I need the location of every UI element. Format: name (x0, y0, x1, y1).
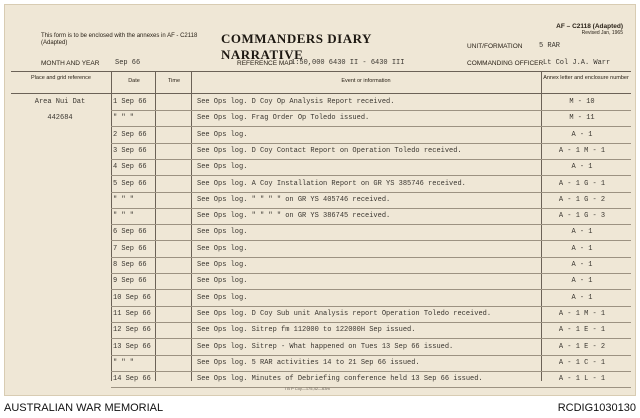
date-cell: 4 Sep 66 (113, 163, 147, 172)
archive-reference: RCDIG1030130 (557, 402, 636, 414)
date-cell: 8 Sep 66 (113, 261, 147, 269)
column-header-time: Time (167, 78, 181, 84)
diary-row (11, 274, 631, 290)
event-cell: See Ops log. (197, 293, 248, 302)
event-cell: See Ops log. D Coy Contact Report on Operation Toledo received. (197, 146, 462, 155)
event-cell: See Ops log. A Coy Installation Report on GR YS 385746 received. (197, 179, 466, 188)
event-cell: See Ops log. " " " " on GR YS 386745 received. (197, 212, 391, 221)
unit-value: 5 RAR (539, 42, 561, 50)
event-cell: See Ops log. " " " " on GR YS 405746 received. (197, 195, 391, 204)
month-year-value: Sep 66 (115, 59, 141, 67)
annex-cell: A - 1 G - 2 (558, 195, 606, 204)
diary-row (11, 160, 631, 176)
diary-row (11, 307, 631, 323)
date-cell: 11 Sep 66 (113, 309, 151, 318)
date-cell: " " " (113, 195, 135, 204)
event-cell: See Ops log. (197, 277, 248, 286)
annex-cell: M - 11 (569, 114, 595, 123)
annex-cell: A - 1 (571, 293, 593, 302)
diary-row (11, 177, 631, 193)
annex-cell: A - 1 M - 1 (558, 146, 606, 155)
date-cell: 14 Sep 66 (113, 375, 151, 384)
diary-row (11, 128, 631, 144)
date-cell: 6 Sep 66 (113, 228, 147, 237)
printer-line: I B P Coy—175,42—63m (285, 386, 330, 391)
diary-sheet (4, 4, 636, 396)
place-cell: 442684 (47, 114, 73, 123)
date-cell: " " " (113, 358, 135, 367)
column-header-place: Place and grid reference (31, 75, 91, 81)
event-cell: See Ops log. Minutes of Debriefing conference held 13 Sep 66 issued. (197, 375, 483, 384)
date-cell: " " " (113, 114, 135, 123)
event-cell: See Ops log. (197, 244, 248, 253)
date-cell: 3 Sep 66 (113, 146, 147, 155)
annex-cell: A - 1 (571, 244, 593, 253)
diary-row (11, 95, 631, 111)
form-title: COMMANDERS DIARY NARRATIVE (221, 31, 372, 62)
column-header-date: Date (128, 78, 140, 84)
event-cell: See Ops log. Sitrep fm 112000 to 122000H Sep issued. (197, 326, 416, 335)
column-header-annex: Annex letter and enclosure number (543, 75, 629, 81)
annex-cell: A - 1 C - 1 (558, 358, 606, 367)
diary-row (11, 340, 631, 356)
annex-cell: A - 1 (571, 277, 593, 286)
date-cell: 12 Sep 66 (113, 326, 151, 335)
diary-row (11, 242, 631, 258)
date-cell: 1 Sep 66 (113, 98, 147, 106)
form-code-block (533, 23, 623, 36)
diary-row (11, 209, 631, 225)
month-year-label: MONTH AND YEAR (41, 60, 100, 67)
header-bottom-rule (11, 93, 631, 94)
commanding-officer-value: Lt Col J.A. Warr (543, 59, 611, 67)
diary-row (11, 225, 631, 241)
event-cell: See Ops log. (197, 228, 248, 237)
annex-cell: A - 1 (571, 228, 593, 237)
diary-row (11, 193, 631, 209)
annex-cell: A - 1 (571, 130, 593, 139)
archive-caption: AUSTRALIAN WAR MEMORIAL (4, 402, 164, 414)
annex-cell: A - 1 (571, 261, 593, 269)
annex-cell: A - 1 M - 1 (558, 309, 606, 318)
event-cell: See Ops log. (197, 130, 248, 139)
event-cell: See Ops log. Sitrep - What happened on Tues 13 Sep 66 issued. (197, 342, 454, 351)
commanding-officer-label: COMMANDING OFFICER (467, 60, 544, 67)
date-cell: 7 Sep 66 (113, 244, 147, 253)
annex-cell: A - 1 (571, 163, 593, 172)
annex-cell: A - 1 L - 1 (558, 375, 606, 384)
event-cell: See Ops log. D Coy Op Analysis Report received. (197, 98, 395, 106)
date-cell: 2 Sep 66 (113, 130, 147, 139)
diary-row (11, 356, 631, 372)
event-cell: See Ops log. 5 RAR activities 14 to 21 Sep 66 issued. (197, 358, 420, 367)
date-cell: 9 Sep 66 (113, 277, 147, 286)
table-top-rule (11, 71, 631, 72)
diary-row (11, 144, 631, 160)
unit-label: UNIT/FORMATION (467, 43, 523, 50)
diary-row (11, 111, 631, 127)
form-code: AF – C2118 (Adapted) (556, 23, 623, 30)
annex-cell: A - 1 E - 2 (558, 342, 606, 351)
form-revision: Revised Jan, 1965 (581, 30, 623, 36)
reference-map-value: 1:50,000 6430 II - 6430 III (291, 59, 405, 67)
annex-cell: A - 1 G - 1 (558, 179, 606, 188)
diary-row (11, 291, 631, 307)
annex-cell: M - 10 (569, 98, 595, 106)
event-cell: See Ops log. (197, 261, 248, 269)
annex-cell: A - 1 E - 1 (558, 326, 606, 335)
diary-row (11, 258, 631, 274)
event-cell: See Ops log. D Coy Sub unit Analysis report Operation Toledo received. (197, 309, 492, 318)
diary-row (11, 323, 631, 339)
annex-cell: A - 1 G - 3 (558, 212, 606, 221)
enclosure-notice: This form is to be enclosed with the annexes in AF - C2118 (Adapted) (41, 33, 198, 46)
column-header-event: Event or information (341, 78, 391, 84)
row-rule (111, 387, 631, 388)
place-cell: Area Nui Dat (34, 98, 86, 106)
date-cell: " " " (113, 212, 135, 221)
date-cell: 13 Sep 66 (113, 342, 151, 351)
date-cell: 5 Sep 66 (113, 179, 147, 188)
event-cell: See Ops log. (197, 163, 248, 172)
event-cell: See Ops log. Frag Order Op Toledo issued. (197, 114, 370, 123)
date-cell: 10 Sep 66 (113, 293, 151, 302)
reference-map-label: REFERENCE MAP (237, 60, 293, 67)
